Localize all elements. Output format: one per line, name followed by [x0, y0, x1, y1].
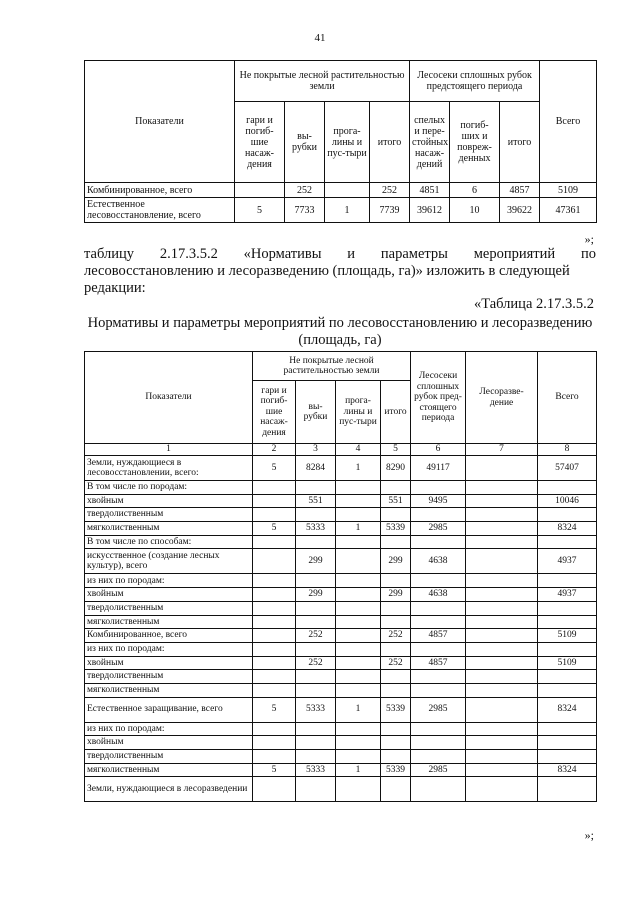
row-label: В том числе по породам:: [85, 481, 253, 495]
table-reforestation-norms: [84, 351, 597, 802]
header-unforested-group: Не покрытые лесной растительностью земли: [235, 61, 410, 102]
column-number: 4: [336, 444, 381, 456]
cell: [466, 456, 538, 481]
cell: [253, 722, 296, 736]
cell: [253, 629, 296, 643]
cell: [466, 549, 538, 574]
cell: [466, 588, 538, 602]
cell: [538, 683, 597, 697]
row-label: твердолиственным: [85, 508, 253, 522]
cell: 2985: [411, 522, 466, 536]
column-number: 2: [253, 444, 296, 456]
table-row: [85, 670, 597, 684]
cell: 10: [450, 198, 500, 223]
cell: [336, 508, 381, 522]
header-afforestation: Лесоразве-дение: [466, 352, 538, 444]
cell: [336, 670, 381, 684]
cell: 8324: [538, 697, 597, 722]
header-glades: прога-лины и пус-тыри: [336, 381, 381, 444]
table-row: [85, 535, 597, 549]
table-title: Нормативы и параметры мероприятий по лесовосстановлению и лесоразведению (площадь, га): [87, 315, 593, 348]
page-number: 41: [314, 32, 326, 44]
cell: 5: [253, 456, 296, 481]
cell: [336, 750, 381, 764]
cell: 299: [296, 588, 336, 602]
cell: [466, 629, 538, 643]
cell: 5333: [296, 697, 336, 722]
header-indicators: Показатели: [85, 61, 235, 183]
cell: [235, 183, 285, 198]
cell: [538, 670, 597, 684]
cell: [381, 670, 411, 684]
column-number: 6: [411, 444, 466, 456]
header-unforested-group: Не покрытые лесной растительностью земли: [253, 352, 411, 381]
table-row: [85, 494, 597, 508]
cell: [336, 601, 381, 615]
cell: [296, 750, 336, 764]
table-row: [85, 683, 597, 697]
table-row: [85, 198, 597, 223]
cell: 2985: [411, 697, 466, 722]
cell: [336, 535, 381, 549]
row-label: из них по породам:: [85, 574, 253, 588]
cell: 252: [296, 656, 336, 670]
cell: [253, 549, 296, 574]
cell: [466, 642, 538, 656]
cell: 49117: [411, 456, 466, 481]
cell: [253, 656, 296, 670]
cell: 5339: [381, 522, 411, 536]
closing-quote: »;: [584, 232, 594, 246]
cell: [411, 535, 466, 549]
cell: [466, 656, 538, 670]
cell: 5339: [381, 763, 411, 777]
cell: [336, 615, 381, 629]
table-row: [85, 777, 597, 802]
cell: 5109: [538, 656, 597, 670]
cell: [336, 481, 381, 495]
cell: [296, 642, 336, 656]
table-row: [85, 642, 597, 656]
cell: [253, 535, 296, 549]
cell: 6: [450, 183, 500, 198]
cell: [466, 601, 538, 615]
cell: [466, 615, 538, 629]
cell: 9495: [411, 494, 466, 508]
cell: 57407: [538, 456, 597, 481]
row-label: В том числе по способам:: [85, 535, 253, 549]
column-number: 1: [85, 444, 253, 456]
cell: 252: [285, 183, 325, 198]
row-label: хвойным: [85, 494, 253, 508]
cell: [253, 588, 296, 602]
cell: [411, 481, 466, 495]
cell: [411, 670, 466, 684]
row-label: твердолиственным: [85, 670, 253, 684]
cell: [466, 697, 538, 722]
row-label: Комбинированное, всего: [85, 629, 253, 643]
table-row: [85, 588, 597, 602]
cell: [253, 683, 296, 697]
cell: [466, 683, 538, 697]
table-row: [85, 522, 597, 536]
cell: 252: [370, 183, 410, 198]
cell: 7739: [370, 198, 410, 223]
cell: [381, 574, 411, 588]
cell: [411, 615, 466, 629]
cell: 10046: [538, 494, 597, 508]
row-label: мягколиственным: [85, 522, 253, 536]
cell: 4857: [411, 656, 466, 670]
table-row: [85, 183, 597, 198]
cell: 5339: [381, 697, 411, 722]
cell: 8290: [381, 456, 411, 481]
cell: 5: [253, 763, 296, 777]
cell: 1: [336, 522, 381, 536]
table-row: [85, 629, 597, 643]
cell: [466, 494, 538, 508]
cell: [466, 508, 538, 522]
cell: [538, 722, 597, 736]
cell: 4638: [411, 588, 466, 602]
cell: [253, 508, 296, 522]
cell: [466, 481, 538, 495]
cell: 4857: [500, 183, 540, 198]
row-label: из них по породам:: [85, 722, 253, 736]
cell: [411, 722, 466, 736]
cell: [411, 777, 466, 802]
column-number-row: [85, 444, 597, 456]
cell: [411, 683, 466, 697]
cell: [538, 736, 597, 750]
header-total: Всего: [540, 61, 597, 183]
cell: [466, 750, 538, 764]
table-row: [85, 549, 597, 574]
cell: [336, 722, 381, 736]
table-row: [85, 456, 597, 481]
cell: 1: [336, 456, 381, 481]
row-label: мягколиственным: [85, 763, 253, 777]
cell: 5: [235, 198, 285, 223]
row-label: искусственное (создание лесных культур), всего: [85, 549, 253, 574]
row-label: хвойным: [85, 736, 253, 750]
cell: [411, 574, 466, 588]
cell: [336, 656, 381, 670]
header-clearcut: Лесосеки сплошных рубок пред-стоящего периода: [411, 352, 466, 444]
cell: [253, 615, 296, 629]
cell: 4857: [411, 629, 466, 643]
paragraph-line: редакции:: [84, 280, 146, 296]
cell: [381, 615, 411, 629]
cell: 551: [296, 494, 336, 508]
table-row: [85, 656, 597, 670]
column-number: 7: [466, 444, 538, 456]
cell: [325, 183, 370, 198]
cell: 252: [381, 656, 411, 670]
cell: [253, 670, 296, 684]
paragraph-line: лесовосстановлению и лесоразведению (площадь, га)» изложить в следующей: [84, 263, 570, 279]
cell: [336, 629, 381, 643]
cell: [253, 494, 296, 508]
cell: 47361: [540, 198, 597, 223]
header-burned: гари и погиб-шие насаж-дения: [235, 102, 285, 183]
row-label: Земли, нуждающиеся в лесовосстановлении, всего:: [85, 456, 253, 481]
cell: 252: [381, 629, 411, 643]
cell: [381, 736, 411, 750]
cell: [381, 481, 411, 495]
cell: [381, 535, 411, 549]
cell: [411, 642, 466, 656]
closing-quote: »;: [584, 828, 594, 842]
cell: [296, 574, 336, 588]
cell: [466, 722, 538, 736]
cell: 1: [325, 198, 370, 223]
header-dead: погиб-ших и повреж-денных: [450, 102, 500, 183]
column-number: 8: [538, 444, 597, 456]
row-label: Естественное заращивание, всего: [85, 697, 253, 722]
cell: 4638: [411, 549, 466, 574]
cell: 1: [336, 763, 381, 777]
cell: [381, 642, 411, 656]
cell: [538, 508, 597, 522]
cell: [466, 763, 538, 777]
cell: 4851: [410, 183, 450, 198]
row-label: мягколиственным: [85, 615, 253, 629]
cell: 5333: [296, 763, 336, 777]
cell: [411, 508, 466, 522]
cell: [381, 777, 411, 802]
cell: 299: [381, 549, 411, 574]
word: 2.17.3.5.2: [159, 246, 218, 262]
cell: [411, 601, 466, 615]
row-label: твердолиственным: [85, 750, 253, 764]
header-cuttings: вы-рубки: [285, 102, 325, 183]
row-label: твердолиственным: [85, 601, 253, 615]
word: параметры: [380, 246, 448, 262]
cell: 5: [253, 522, 296, 536]
word: по: [580, 246, 596, 262]
table-row: [85, 697, 597, 722]
cell: [253, 481, 296, 495]
column-number: 5: [381, 444, 411, 456]
table-row: [85, 508, 597, 522]
cell: 7733: [285, 198, 325, 223]
cell: [538, 615, 597, 629]
cell: [538, 481, 597, 495]
cell: 4937: [538, 588, 597, 602]
cell: [336, 736, 381, 750]
cell: 299: [296, 549, 336, 574]
word: и: [347, 246, 356, 262]
cell: 1: [336, 697, 381, 722]
cell: [296, 508, 336, 522]
cell: [296, 535, 336, 549]
cell: [253, 736, 296, 750]
cell: 5109: [538, 629, 597, 643]
cell: [336, 588, 381, 602]
header-itogo: итого: [381, 381, 411, 444]
cell: [253, 750, 296, 764]
table-row: [85, 750, 597, 764]
table-row: [85, 722, 597, 736]
header-itogo: итого: [370, 102, 410, 183]
cell: 39622: [500, 198, 540, 223]
amendment-paragraph: [84, 246, 596, 297]
cell: [296, 615, 336, 629]
cell: [466, 736, 538, 750]
cell: [538, 535, 597, 549]
header-indicators: Показатели: [85, 352, 253, 444]
cell: [538, 574, 597, 588]
cell: 252: [296, 629, 336, 643]
cell: [381, 750, 411, 764]
table-row: [85, 574, 597, 588]
cell: [538, 601, 597, 615]
cell: 2985: [411, 763, 466, 777]
cell: [253, 642, 296, 656]
cell: [296, 683, 336, 697]
cell: [253, 574, 296, 588]
cell: [466, 522, 538, 536]
cell: [411, 750, 466, 764]
cell: 8324: [538, 763, 597, 777]
cell: 551: [381, 494, 411, 508]
cell: [336, 777, 381, 802]
cell: [336, 642, 381, 656]
cell: [296, 722, 336, 736]
cell: [296, 777, 336, 802]
header-clearcut-group: Лесосеки сплошных рубок предстоящего периода: [410, 61, 540, 102]
paragraph-line: [84, 246, 596, 263]
cell: 5109: [540, 183, 597, 198]
table-row: [85, 615, 597, 629]
cell: 39612: [410, 198, 450, 223]
cell: [381, 508, 411, 522]
row-label: мягколиственным: [85, 683, 253, 697]
cell: 5: [253, 697, 296, 722]
cell: [381, 722, 411, 736]
cell: 4937: [538, 549, 597, 574]
header-glades: прога-лины и пус-тыри: [325, 102, 370, 183]
header-burned: гари и погиб-шие насаж-дения: [253, 381, 296, 444]
cell: [381, 683, 411, 697]
row-label: Земли, нуждающиеся в лесоразведении: [85, 777, 253, 802]
header-mature: спелых и пере-стойных насаж-дений: [410, 102, 450, 183]
word: мероприятий: [473, 246, 556, 262]
row-label: хвойным: [85, 588, 253, 602]
word: таблицу: [84, 246, 134, 262]
cell: [466, 670, 538, 684]
row-label: хвойным: [85, 656, 253, 670]
cell: [336, 683, 381, 697]
cell: [466, 574, 538, 588]
header-itogo: итого: [500, 102, 540, 183]
cell: 8284: [296, 456, 336, 481]
cell: [296, 481, 336, 495]
cell: [296, 601, 336, 615]
cell: 8324: [538, 522, 597, 536]
cell: [411, 736, 466, 750]
table-clearcut-summary: [84, 60, 597, 223]
cell: 299: [381, 588, 411, 602]
table-row: [85, 736, 597, 750]
cell: [538, 750, 597, 764]
header-cuttings: вы-рубки: [296, 381, 336, 444]
row-label: из них по породам:: [85, 642, 253, 656]
cell: [336, 494, 381, 508]
cell: [253, 777, 296, 802]
cell: [336, 574, 381, 588]
cell: [381, 601, 411, 615]
cell: [336, 549, 381, 574]
word: «Нормативы: [243, 246, 322, 262]
cell: 5333: [296, 522, 336, 536]
cell: [296, 670, 336, 684]
cell: [466, 777, 538, 802]
table-row: [85, 481, 597, 495]
table-row: [85, 601, 597, 615]
cell: [538, 777, 597, 802]
cell: [538, 642, 597, 656]
header-total: Всего: [538, 352, 597, 444]
cell: [466, 535, 538, 549]
cell: [253, 601, 296, 615]
table-row: [85, 763, 597, 777]
column-number: 3: [296, 444, 336, 456]
cell: [296, 736, 336, 750]
row-label: Естественное лесовосстановление, всего: [85, 198, 235, 223]
row-label: Комбинированное, всего: [85, 183, 235, 198]
table-label: «Таблица 2.17.3.5.2: [473, 296, 594, 312]
